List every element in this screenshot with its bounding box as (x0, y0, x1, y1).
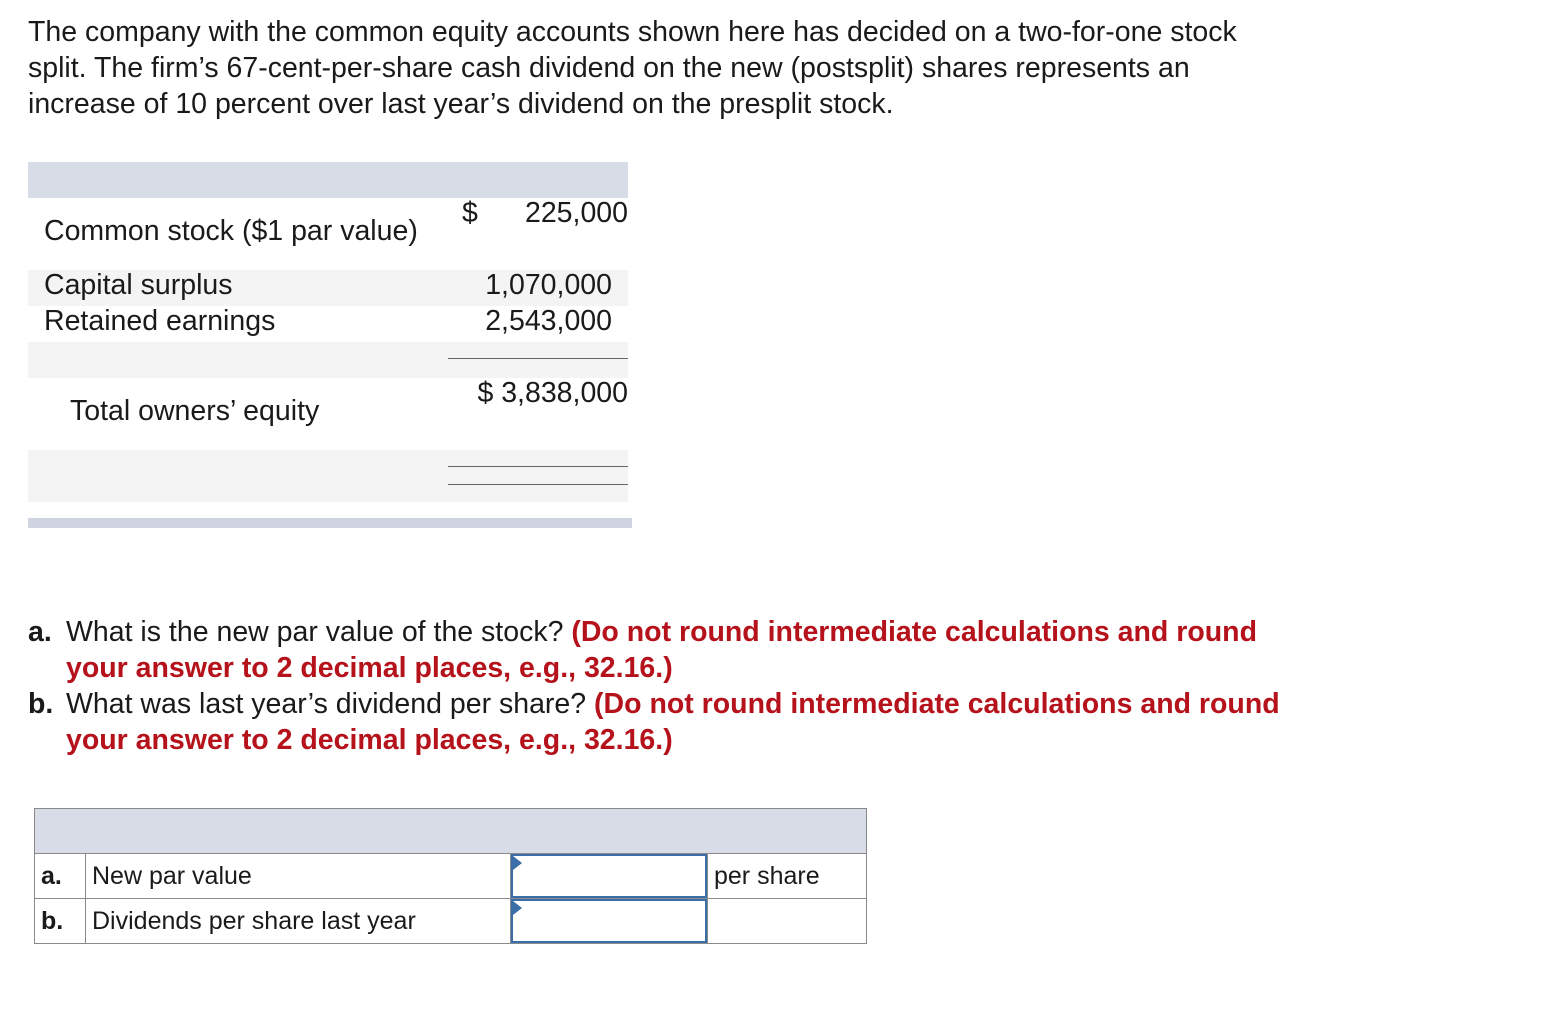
total-equity-value: $ 3,838,000 (477, 377, 628, 409)
question-b (28, 686, 1308, 758)
question-a-instructions: (Do not round intermediate calculations and round your answer to 2 decimal places, e.g., 32.16.) (66, 616, 1257, 684)
question-a-text: What is the new par value of the stock? (66, 616, 564, 648)
answer-table-header (35, 809, 867, 854)
double-underline-bottom (448, 484, 628, 485)
input-flag-icon (513, 856, 522, 870)
question-b-letter: b. (28, 688, 54, 720)
common-stock-value: 225,000 (524, 197, 628, 229)
total-equity-label: Total owners’ equity (70, 395, 320, 427)
row-band (28, 342, 628, 378)
answer-row-b (35, 899, 867, 944)
question-a (28, 614, 1308, 686)
last-year-dividend-input[interactable] (511, 899, 707, 943)
row-b-label: Dividends per share last year (86, 899, 511, 944)
table-header-band (28, 162, 628, 198)
row-band (28, 450, 628, 502)
new-par-value-input[interactable] (511, 854, 707, 898)
row-a-label: New par value (86, 854, 511, 899)
row-b-unit (708, 899, 867, 944)
table-footer-band (28, 518, 632, 528)
retained-earnings-value: 2,543,000 (485, 305, 612, 337)
equity-accounts-table (28, 162, 632, 528)
capital-surplus-label: Capital surplus (44, 269, 233, 301)
row-a-letter: a. (35, 854, 86, 899)
subtotal-rule (448, 358, 628, 359)
question-b-instructions: (Do not round intermediate calculations and round your answer to 2 decimal places, e.g., 32.16.) (66, 688, 1280, 756)
row-b-input-cell (511, 899, 708, 944)
capital-surplus-value: 1,070,000 (485, 269, 612, 301)
problem-statement: The company with the common equity accounts shown here has decided on a two-for-one stock split. The firm’s 67-cent-per-share cash dividend on the new (postsplit) shares represents an increase of 10 percent over last year’s dividend on the presplit stock. (28, 16, 1237, 120)
answer-table-header-cell (35, 809, 867, 854)
answer-table (34, 808, 867, 944)
double-underline-top (448, 466, 628, 467)
question-a-letter: a. (28, 616, 52, 648)
retained-earnings-label: Retained earnings (44, 305, 276, 337)
common-stock-currency: $ (462, 197, 478, 229)
row-b-letter: b. (35, 899, 86, 944)
input-flag-icon (513, 901, 522, 915)
common-stock-label: Common stock ($1 par value) (44, 215, 418, 247)
questions (28, 614, 1308, 758)
answer-row-a (35, 854, 867, 899)
row-a-unit: per share (708, 854, 867, 899)
question-b-text: What was last year’s dividend per share? (66, 688, 587, 720)
row-a-input-cell (511, 854, 708, 899)
